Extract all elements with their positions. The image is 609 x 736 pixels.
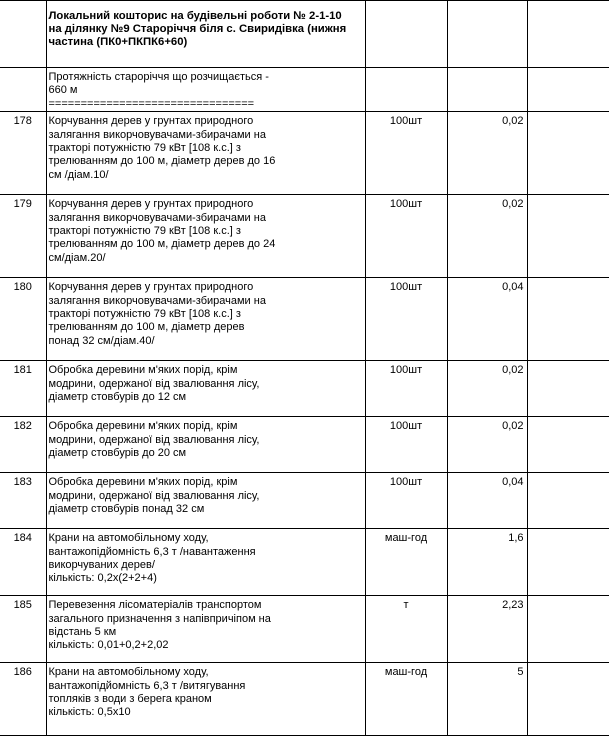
row-quantity: 0,02: [447, 112, 527, 195]
row-quantity: 0,02: [447, 417, 527, 473]
row-number: 185: [0, 596, 46, 663]
description-line: модрини, одержаної від звалювання лісу,: [48, 489, 260, 502]
description-line: діаметр стовбурів до 12 см: [48, 391, 187, 404]
table-row: [0, 596, 609, 663]
row-extra-cell: [527, 361, 609, 417]
description-line: вантажопідйомність 6,3 т /витягування: [48, 679, 246, 692]
row-extra-cell: [527, 473, 609, 529]
description-line: трелюванням до 100 м, діаметр дерев до 16: [48, 155, 276, 168]
intro-unit-cell: [365, 68, 447, 112]
intro-qty-cell: [447, 68, 527, 112]
title-unit-cell: [365, 1, 447, 68]
description-line: Корчування дерев у грунтах природного: [48, 281, 254, 294]
row-number: 180: [0, 278, 46, 361]
row-description: [46, 361, 365, 417]
description-line: Обробка деревини м'яких порід, крім: [48, 476, 238, 489]
row-description: [46, 596, 365, 663]
description-line: викорчуваних дерев/: [48, 559, 155, 572]
title-qty-cell: [447, 1, 527, 68]
description-line: кількість: 0,5х10: [48, 706, 131, 719]
row-quantity: 0,02: [447, 361, 527, 417]
title-extra-cell: [527, 1, 609, 68]
intro-num-cell: [0, 68, 46, 112]
row-unit: 100шт: [365, 361, 447, 417]
description-line: модрини, одержаної від звалювання лісу,: [48, 377, 260, 390]
row-extra-cell: [527, 663, 609, 736]
intro-line-2: 660 м: [48, 84, 78, 97]
description-line: діаметр стовбурів до 20 см: [48, 447, 187, 460]
table-row: [0, 473, 609, 529]
title-line-2: на ділянку №9 Староріччя біля с. Свиридівка (нижня: [48, 23, 347, 36]
row-number: 182: [0, 417, 46, 473]
description-line: модрини, одержаної від звалювання лісу,: [48, 433, 260, 446]
description-line: залягання викорчовувачами-збирачами на: [48, 211, 266, 224]
row-quantity: 0,04: [447, 473, 527, 529]
table-row: [0, 663, 609, 736]
row-unit: 100шт: [365, 417, 447, 473]
row-unit: маш-год: [365, 663, 447, 736]
row-extra-cell: [527, 529, 609, 596]
table-row: [0, 417, 609, 473]
description-line: кількість: 0,2х(2+2+4): [48, 572, 157, 585]
row-unit: 100шт: [365, 195, 447, 278]
row-unit: 100шт: [365, 278, 447, 361]
row-unit: 100шт: [365, 112, 447, 195]
description-line: Корчування дерев у грунтах природного: [48, 115, 254, 128]
intro-text: [46, 68, 365, 112]
row-extra-cell: [527, 417, 609, 473]
table-row: [0, 112, 609, 195]
description-line: відстань 5 км: [48, 626, 117, 639]
intro-extra-cell: [527, 68, 609, 112]
intro-line-1: Протяжність староріччя що розчищається -: [48, 71, 269, 83]
row-quantity: 0,02: [447, 195, 527, 278]
title-line-3: частина (ПК0+ПКПК6+60): [48, 36, 188, 49]
intro-row: [0, 68, 609, 112]
row-number: 179: [0, 195, 46, 278]
table-row: [0, 529, 609, 596]
row-description: [46, 195, 365, 278]
row-description: [46, 529, 365, 596]
table-row: [0, 278, 609, 361]
intro-separator: ================================: [48, 97, 255, 110]
description-line: залягання викорчовувачами-збирачами на: [48, 128, 266, 141]
row-number: 184: [0, 529, 46, 596]
description-line: Обробка деревини м'яких порід, крім: [48, 420, 238, 433]
description-line: тракторі потужністю 79 кВт [108 к.с.] з: [48, 142, 241, 155]
description-line: залягання викорчовувачами-збирачами на: [48, 294, 266, 307]
row-extra-cell: [527, 112, 609, 195]
row-number: 183: [0, 473, 46, 529]
description-line: тракторі потужністю 79 кВт [108 к.с.] з: [48, 225, 241, 238]
description-line: Обробка деревини м'яких порід, крім: [48, 364, 238, 377]
row-unit: маш-год: [365, 529, 447, 596]
row-unit: т: [365, 596, 447, 663]
row-extra-cell: [527, 278, 609, 361]
row-description: [46, 663, 365, 736]
document-title: [46, 1, 365, 68]
row-extra-cell: [527, 596, 609, 663]
title-line-1: Локальний кошторис на будівельні роботи № 2-1-10: [48, 10, 342, 22]
description-line: Крани на автомобільному ходу,: [48, 666, 209, 679]
description-line: діаметр стовбурів понад 32 см: [48, 503, 205, 516]
row-quantity: 5: [447, 663, 527, 736]
description-line: трелюванням до 100 м, діаметр дерев до 24: [48, 238, 276, 251]
row-description: [46, 473, 365, 529]
description-line: Корчування дерев у грунтах природного: [48, 198, 254, 211]
row-extra-cell: [527, 195, 609, 278]
description-line: тракторі потужністю 79 кВт [108 к.с.] з: [48, 308, 241, 321]
description-line: Крани на автомобільному ходу,: [48, 532, 209, 545]
description-line: Перевезення лісоматеріалів транспортом: [48, 599, 262, 612]
row-description: [46, 417, 365, 473]
row-quantity: 1,6: [447, 529, 527, 596]
table-row: [0, 361, 609, 417]
row-number: 181: [0, 361, 46, 417]
row-quantity: 2,23: [447, 596, 527, 663]
table-row: [0, 195, 609, 278]
row-unit: 100шт: [365, 473, 447, 529]
description-line: трелюванням до 100 м, діаметр дерев: [48, 321, 245, 334]
row-number: 178: [0, 112, 46, 195]
row-description: [46, 278, 365, 361]
description-line: см/діам.20/: [48, 251, 106, 264]
description-line: см /діам.10/: [48, 168, 109, 181]
description-line: загального призначення з напівпричіпом на: [48, 612, 271, 625]
row-description: [46, 112, 365, 195]
row-number: 186: [0, 663, 46, 736]
description-line: топляків з води з берега краном: [48, 693, 212, 706]
row-quantity: 0,04: [447, 278, 527, 361]
description-line: понад 32 см/діам.40/: [48, 334, 155, 347]
description-line: вантажопідйомність 6,3 т /навантаження: [48, 545, 256, 558]
title-num-cell: [0, 1, 46, 68]
title-row: [0, 1, 609, 68]
description-line: кількість: 0,01+0,2+2,02: [48, 639, 169, 652]
